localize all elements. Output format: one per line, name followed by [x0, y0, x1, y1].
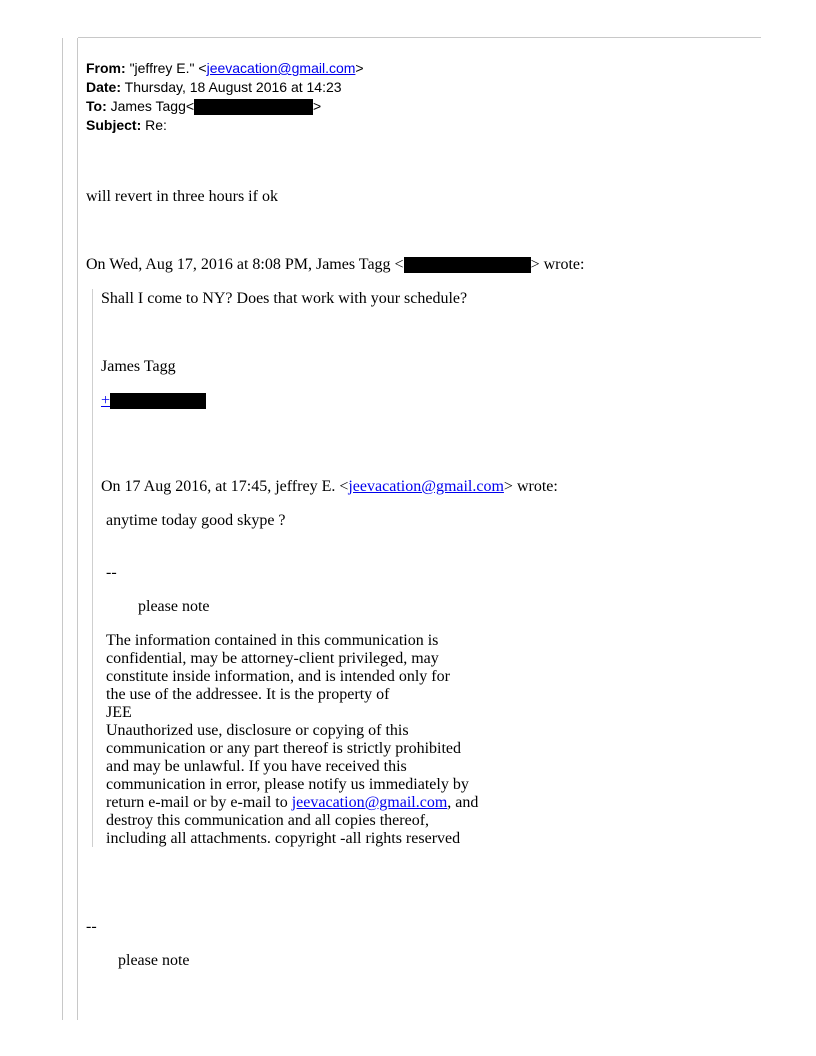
subject-label: Subject:: [86, 117, 142, 133]
to-label: To:: [86, 98, 107, 114]
disclaimer-email-prefix: return e-mail or by e-mail to: [106, 794, 292, 811]
disclaimer-email-link[interactable]: jeevacation@gmail.com: [291, 794, 448, 811]
quoted-sig-dashes: --: [106, 564, 117, 581]
quoted-question: Shall I come to NY? Does that work with your schedule?: [101, 290, 468, 307]
from-email-link[interactable]: jeevacation@gmail.com: [206, 60, 356, 76]
to-line: To: James Tagg< >: [86, 98, 322, 114]
redaction-box: [404, 257, 531, 273]
disclaimer-line: and may be unlawful. If you have received this: [106, 758, 407, 775]
margin-line-left: [62, 38, 63, 1020]
redaction-box: [110, 393, 206, 409]
quoted-please-note: please note: [138, 598, 210, 615]
disclaimer-line: The information contained in this communication is: [106, 632, 439, 649]
footer-please-note: please note: [118, 952, 190, 969]
disclaimer-line: communication in error, please notify us immediately by: [106, 776, 469, 793]
reply-body: will revert in three hours if ok: [86, 188, 278, 205]
disclaimer-line: destroy this communication and all copies thereof,: [106, 812, 430, 829]
date-label: Date:: [86, 79, 122, 95]
signature-phone: [101, 392, 206, 410]
disclaimer-block: [106, 632, 478, 848]
subject-line: [86, 116, 167, 134]
quoted-attribution: [101, 478, 558, 496]
disclaimer-email-line: [106, 794, 478, 812]
disclaimer-line: Unauthorized use, disclosure or copying of this: [106, 722, 409, 739]
header-divider: [78, 37, 761, 38]
quoted-attribution-prefix: On 17 Aug 2016, at 17:45, jeffrey E. <: [101, 478, 349, 495]
phone-link[interactable]: +: [101, 392, 111, 409]
quote-bar: [92, 289, 93, 847]
footer-sig-dashes: --: [86, 918, 97, 935]
from-label: From:: [86, 60, 126, 76]
disclaimer-line: constitute inside information, and is intended only for: [106, 668, 450, 685]
from-line: From: "jeffrey E." <jeevacation@gmail.com>: [86, 60, 364, 76]
signature-name: James Tagg: [101, 358, 176, 375]
subject-value: Re:: [145, 117, 167, 133]
from-name: "jeffrey E.": [129, 60, 195, 76]
disclaimer-line: the use of the addressee. It is the property of: [106, 686, 390, 703]
quoted-message: anytime today good skype ?: [106, 512, 286, 529]
disclaimer-line: including all attachments. copyright -all rights reserved: [106, 830, 461, 847]
disclaimer-email-suffix: , and: [447, 794, 479, 811]
date-line: [86, 78, 342, 96]
reply-attribution-prefix: On Wed, Aug 17, 2016 at 8:08 PM, James Tagg <: [86, 256, 404, 273]
reply-attribution: [86, 256, 584, 274]
disclaimer-line: JEE: [106, 704, 132, 721]
quoted-attribution-suffix: > wrote:: [503, 478, 558, 495]
disclaimer-line: communication or any part thereof is strictly prohibited: [106, 740, 462, 757]
margin-line-right: [77, 38, 78, 1020]
reply-attribution-suffix: > wrote:: [530, 256, 585, 273]
disclaimer-line: confidential, may be attorney-client privileged, may: [106, 650, 439, 667]
redaction-box: [194, 99, 313, 115]
to-name: James Tagg: [110, 98, 186, 114]
quoted-attribution-email-link[interactable]: jeevacation@gmail.com: [348, 478, 504, 495]
date-value: Thursday, 18 August 2016 at 14:23: [124, 79, 342, 95]
